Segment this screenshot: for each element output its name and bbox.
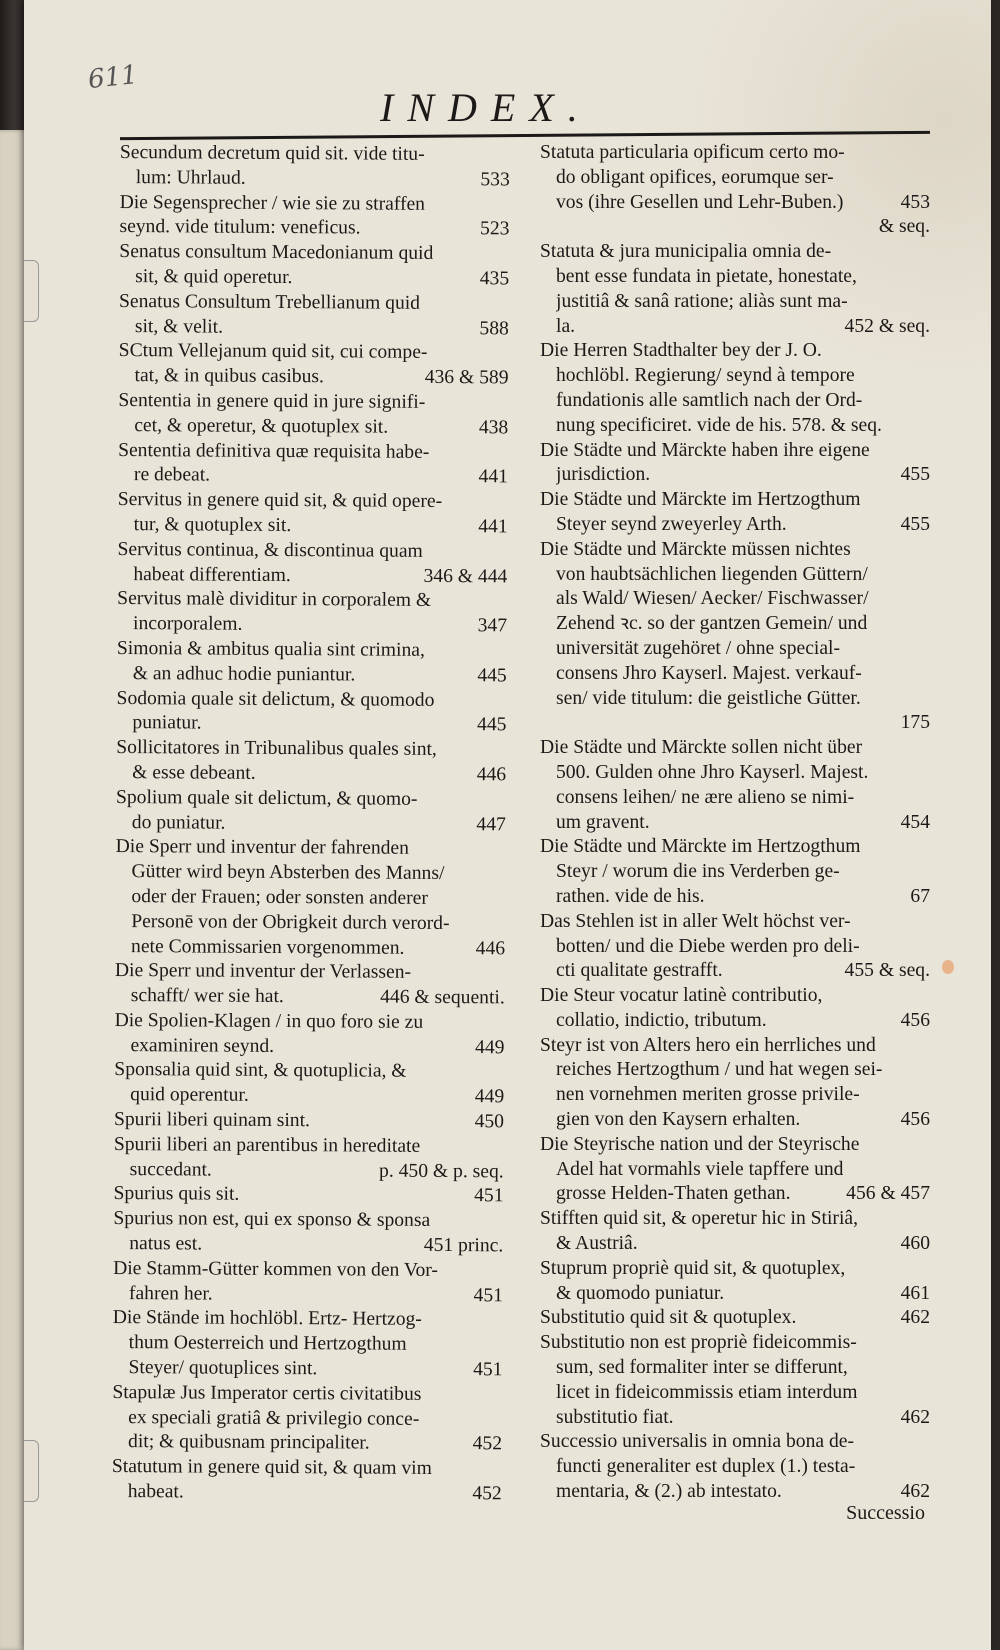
- page-reference: 451 princ.: [423, 1234, 504, 1257]
- page-reference: 446: [476, 764, 507, 786]
- index-text: justitiâ & sanâ ratione; aliàs sunt ma-: [556, 290, 848, 312]
- index-line: [112, 1356, 502, 1383]
- index-line: [540, 1158, 930, 1183]
- index-line: [113, 1182, 503, 1209]
- index-line: [540, 959, 930, 984]
- index-line: [540, 1108, 930, 1133]
- page-tab: [24, 260, 39, 322]
- page-reference: 456 & 457: [846, 1183, 930, 1205]
- index-line: [540, 364, 930, 389]
- index-text: Die Segensprecher / wie sie zu straffen: [119, 191, 426, 215]
- index-line: [540, 513, 930, 538]
- index-line: [540, 1133, 930, 1158]
- index-line: [114, 1034, 504, 1061]
- index-line: [116, 761, 506, 788]
- index-line: [540, 711, 930, 736]
- index-text: rathen. vide de his.: [556, 885, 705, 907]
- page-reference: 438: [478, 416, 509, 439]
- index-line: [115, 885, 505, 912]
- index-text: natus est.: [129, 1233, 203, 1255]
- index-text: schafft/ wer sie hat.: [130, 985, 284, 1008]
- page-reference: 462: [900, 1406, 930, 1428]
- index-text: Gütter wird beyn Absterben des Manns/: [131, 861, 445, 885]
- index-line: [540, 339, 930, 364]
- index-line: [112, 1381, 502, 1408]
- index-line: [540, 315, 930, 340]
- index-line: [540, 984, 930, 1009]
- index-line: [540, 1058, 930, 1083]
- index-line: [115, 959, 505, 986]
- index-text: Die Städte und Märckte sollen nicht über: [540, 737, 863, 759]
- index-text: Die Städte und Märckte müssen nichtes: [540, 538, 851, 560]
- index-text: cet, & operetur, & quotuplex sit.: [134, 414, 389, 438]
- index-line: [117, 637, 507, 664]
- index-text: habeat differentiam.: [133, 563, 291, 586]
- index-line: [540, 1232, 930, 1257]
- page-reference: 451: [473, 1284, 504, 1307]
- index-line: [120, 191, 510, 218]
- index-line: [112, 1455, 502, 1482]
- index-text: fundationis alle samtlich nach der Ord-: [556, 389, 863, 411]
- index-line: [540, 1406, 930, 1431]
- index-text: Substitutio quid sit & quotuplex.: [540, 1307, 797, 1329]
- index-text: sen/ vide titulum: die geistliche Gütter.: [556, 687, 861, 709]
- page-reference: 445: [477, 664, 507, 687]
- index-line: [540, 563, 930, 588]
- index-line: [540, 587, 930, 612]
- right-column: [540, 141, 930, 1505]
- index-line: [540, 1009, 930, 1034]
- index-line: [112, 1480, 502, 1507]
- index-line: [113, 1257, 503, 1284]
- index-text: consens Jhro Kayserl. Majest. verkauf-: [556, 662, 862, 684]
- index-text: Die Herren Stadthalter bey der J. O.: [540, 340, 822, 362]
- index-line: [540, 1034, 930, 1059]
- index-line: [115, 910, 505, 937]
- index-text: Successio universalis in omnia bona de-: [540, 1431, 854, 1453]
- index-text: Die Städte und Märckte im Hertzogthum: [540, 836, 861, 858]
- page-reference: 449: [475, 1036, 505, 1059]
- index-text: Spurii liberi quinam sint.: [113, 1109, 311, 1132]
- index-text: Personē von der Obrigkeit durch verord-: [131, 910, 450, 934]
- index-text: thum Oesterreich und Hertzogthum: [128, 1332, 407, 1356]
- index-line: [540, 1083, 930, 1108]
- page-reference: 455: [900, 464, 930, 486]
- page-reference: 346 & 444: [423, 565, 508, 587]
- index-line: [118, 364, 508, 391]
- index-text: seynd. vide titulum: veneficus.: [119, 216, 361, 239]
- index-line: [540, 935, 930, 960]
- page-reference: 441: [478, 516, 508, 538]
- index-line: [115, 934, 505, 961]
- index-text: habeat.: [127, 1481, 184, 1503]
- left-column: [112, 141, 510, 1507]
- index-text: sit, & velit.: [134, 315, 224, 338]
- index-text: jurisdiction.: [556, 464, 651, 486]
- index-line: [118, 488, 508, 515]
- index-text: Simonia & ambitus qualia sint crimina,: [116, 637, 425, 661]
- index-line: [116, 786, 506, 813]
- page-reference: 446 & sequenti.: [380, 986, 505, 1009]
- index-line: [113, 1306, 503, 1333]
- page-reference: 462: [900, 1307, 930, 1329]
- catchword: Successio: [846, 1502, 925, 1524]
- page-reference: 454: [900, 811, 930, 833]
- index-text: Steyr / worum die ins Verderben ge-: [556, 861, 840, 883]
- index-text: Senatus consultum Macedonianum quid: [119, 241, 434, 265]
- page-reference: 460: [900, 1233, 930, 1255]
- index-line: [540, 290, 930, 315]
- index-line: [540, 637, 930, 662]
- index-line: [118, 513, 508, 540]
- page-reference: 436 & 589: [424, 367, 509, 389]
- index-text: oder der Frauen; oder sonsten anderer: [131, 885, 428, 909]
- index-text: Die Städte und Märckte haben ihre eigene: [540, 439, 870, 461]
- index-text: licet in fideicommissis etiam interdum: [556, 1381, 858, 1403]
- index-text: Die Steur vocatur latinè contributio,: [540, 985, 823, 1007]
- index-text: grosse Helden-Thaten gethan.: [556, 1183, 791, 1205]
- index-text: gien von den Kaysern erhalten.: [556, 1109, 801, 1131]
- index-text: von haubtsächlichen liegenden Güttern/: [556, 563, 868, 585]
- index-line: [114, 1108, 504, 1135]
- index-text: nete Commissarien vorgenommen.: [131, 935, 405, 959]
- index-line: [116, 736, 506, 763]
- index-line: [118, 463, 508, 490]
- index-line: [540, 488, 930, 513]
- index-line: [117, 563, 507, 590]
- index-text: Statutum in genere quid sit, & quam vim: [111, 1456, 432, 1480]
- page-reference: 347: [477, 615, 508, 637]
- index-text: nung specificiret. vide de his. 578. & seq.: [556, 414, 882, 436]
- index-line: [118, 414, 508, 441]
- index-text: cti qualitate gestrafft.: [556, 960, 723, 982]
- index-text: Sententia in genere quid in jure signifi-: [118, 389, 426, 413]
- index-line: [540, 1182, 930, 1207]
- index-line: [119, 339, 509, 366]
- index-line: [117, 612, 507, 639]
- index-line: [114, 1158, 504, 1185]
- index-text: & esse debeant.: [132, 762, 256, 784]
- index-text: vos (ihre Gesellen und Lehr-Buben.): [556, 191, 844, 213]
- index-line: [540, 265, 930, 290]
- index-text: puniatur.: [132, 712, 202, 734]
- index-text: tat, & in quibus casibus.: [134, 365, 325, 388]
- index-text: succedant.: [129, 1158, 212, 1181]
- index-text: Die Stamm-Gütter kommen von den Vor-: [113, 1257, 439, 1281]
- index-text: do puniatur.: [131, 811, 226, 834]
- index-text: examiniren seynd.: [130, 1034, 275, 1057]
- index-line: [540, 687, 930, 712]
- index-text: Das Stehlen ist in aller Welt höchst ver-: [540, 910, 851, 932]
- index-text: botten/ und die Diebe werden pro deli-: [556, 935, 860, 957]
- index-text: tur, & quotuplex sit.: [133, 514, 292, 537]
- handwritten-annotation: 611: [86, 60, 140, 96]
- index-text: reiches Hertzogthum / und hat wegen sei-: [556, 1059, 883, 1081]
- index-line: [540, 215, 930, 240]
- index-text: incorporalem.: [132, 613, 243, 635]
- ink-stain: [942, 960, 954, 974]
- index-line: [540, 1207, 930, 1232]
- index-line: [119, 240, 509, 267]
- index-text: Spurii liberi an parentibus in hereditate: [113, 1133, 421, 1157]
- index-text: Spolium quale sit delictum, & quomo-: [115, 786, 418, 810]
- index-text: Spurius non est, qui ex sponso & sponsa: [113, 1208, 431, 1232]
- index-line: [540, 761, 930, 786]
- index-text: hochlöbl. Regierung/ seynd à tempore: [556, 365, 855, 387]
- index-line: [114, 1133, 504, 1160]
- index-line: [540, 439, 930, 464]
- index-text: Stifften quid sit, & operetur hic in Stiriâ,: [540, 1208, 858, 1230]
- index-line: [113, 1232, 503, 1259]
- index-text: Sollicitatores in Tribunalibus quales sint,: [116, 737, 437, 761]
- index-line: [540, 612, 930, 637]
- index-text: SCtum Vellejanum quid sit, cui compe-: [118, 340, 428, 364]
- index-line: [540, 835, 930, 860]
- index-line: [540, 191, 930, 216]
- page-reference: 450: [474, 1111, 505, 1133]
- index-text: Zehend ꝛc. so der gantzen Gemein/ und: [556, 613, 868, 635]
- index-text: Substitutio non est propriè fideicommis-: [540, 1332, 857, 1354]
- page-reference: 455 & seq.: [844, 960, 930, 982]
- index-line: [540, 1430, 930, 1455]
- index-text: & seq.: [878, 216, 930, 238]
- index-line: [540, 1381, 930, 1406]
- index-line: [540, 786, 930, 811]
- index-line: [115, 984, 505, 1011]
- index-line: [540, 811, 930, 836]
- index-line: [540, 538, 930, 563]
- index-line: [540, 885, 930, 910]
- index-text: sit, & quid operetur.: [135, 266, 293, 289]
- index-text: Sodomia quale sit delictum, & quomodo: [116, 687, 435, 711]
- index-text: Die Stände im hochlöbl. Ertz- Hertzog-: [112, 1307, 422, 1331]
- index-line: [540, 1356, 930, 1381]
- index-text: Stapulæ Jus Imperator certis civitatibus: [112, 1381, 422, 1405]
- index-line: [117, 662, 507, 689]
- page-tab: [24, 1440, 39, 1502]
- index-text: fahren her.: [128, 1282, 213, 1305]
- index-text: substitutio fiat.: [556, 1406, 674, 1428]
- index-text: Steyer seynd zweyerley Arth.: [556, 513, 787, 535]
- page-reference: 453: [900, 191, 930, 213]
- index-line: [117, 538, 507, 565]
- index-line: [540, 166, 930, 191]
- index-line: [540, 1455, 930, 1480]
- index-text: Spurius quis sit.: [113, 1183, 240, 1206]
- index-line: [540, 240, 930, 265]
- index-line: [540, 1331, 930, 1356]
- page-reference: 533: [480, 168, 510, 191]
- index-line: [116, 835, 506, 862]
- index-text: Die Sperr und inventur der fahrenden: [115, 836, 410, 860]
- index-text: universität zugehöret / ohne special-: [556, 637, 841, 659]
- index-line: [120, 141, 510, 168]
- page-reference: 435: [479, 268, 510, 290]
- index-line: [115, 1009, 505, 1036]
- index-line: [540, 463, 930, 488]
- page-reference: 452: [472, 1433, 503, 1455]
- index-text: Steyer/ quotuplices sint.: [128, 1357, 318, 1380]
- index-text: Statuta particularia opificum certo mo-: [540, 142, 845, 163]
- index-text: mentaria, & (2.) ab intestato.: [556, 1481, 782, 1503]
- page-reference: 461: [900, 1282, 930, 1304]
- index-text: nen vornehmen meriten grosse privile-: [556, 1084, 860, 1106]
- index-text: consens leihen/ ne ære alieno se nimi-: [556, 786, 855, 808]
- index-text: ex speciali gratiâ & privilegio conce-: [128, 1406, 420, 1430]
- index-line: [112, 1430, 502, 1457]
- page-reference: 462: [900, 1481, 930, 1503]
- index-line: [540, 910, 930, 935]
- index-line: [540, 389, 930, 414]
- page-title: INDEX.: [380, 85, 592, 130]
- page-reference: 523: [480, 218, 510, 240]
- page-reference: 456: [900, 1109, 930, 1131]
- index-text: Sententia definitiva quæ requisita habe-: [118, 439, 430, 463]
- index-line: [114, 1083, 504, 1110]
- index-line: [112, 1406, 502, 1433]
- index-text: Die Städte und Märckte im Hertzogthum: [540, 489, 861, 511]
- index-line: [116, 811, 506, 838]
- page-reference: 452 & seq.: [844, 315, 930, 337]
- page-reference: 451: [473, 1359, 503, 1381]
- index-text: Steyr ist von Alters hero ein herrliches und: [540, 1034, 876, 1056]
- index-line: [119, 290, 509, 317]
- index-line: [540, 1282, 930, 1307]
- index-text: Senatus Consultum Trebellianum quid: [118, 290, 421, 314]
- index-text: quid operentur.: [130, 1084, 249, 1107]
- index-text: & quomodo puniatur.: [556, 1282, 725, 1304]
- index-text: & an adhuc hodie puniantur.: [132, 662, 356, 686]
- page-reference: 447: [476, 813, 506, 835]
- index-line: [113, 1282, 503, 1309]
- index-text: do obligant opifices, eorumque ser-: [556, 166, 834, 188]
- index-line: [115, 860, 505, 887]
- page-reference: 67: [910, 885, 930, 907]
- index-text: functi generaliter est duplex (1.) testa-: [556, 1456, 856, 1478]
- page-reference: 451: [474, 1185, 504, 1207]
- page-reference: p. 450 & p. seq.: [379, 1160, 504, 1183]
- index-line: [120, 166, 510, 193]
- index-text: 500. Gulden ohne Jhro Kayserl. Majest.: [556, 761, 869, 783]
- index-text: la.: [556, 315, 576, 337]
- page-reference: 452: [472, 1483, 502, 1505]
- index-line: [119, 315, 509, 342]
- index-text: collatio, indictio, tributum.: [556, 1009, 767, 1031]
- index-text: Die Sperr und inventur der Verlassen-: [114, 960, 412, 984]
- index-text: als Wald/ Wiesen/ Aecker/ Fischwasser/: [556, 588, 869, 610]
- index-line: [540, 141, 930, 166]
- index-text: Servitus malè dividitur in corporalem &: [117, 588, 432, 612]
- index-text: dit; & quibusnam principaliter.: [127, 1431, 370, 1454]
- index-line: [540, 662, 930, 687]
- index-line: [540, 736, 930, 761]
- index-line: [540, 860, 930, 885]
- index-line: [116, 711, 506, 738]
- index-text: Die Steyrische nation und der Steyrische: [540, 1133, 860, 1155]
- index-line: [113, 1331, 503, 1358]
- index-line: [117, 587, 507, 614]
- page-reference: 588: [479, 317, 509, 339]
- index-line: [113, 1207, 503, 1234]
- index-text: bent esse fundata in pietate, honestate,: [556, 265, 857, 287]
- index-line: [114, 1058, 504, 1085]
- index-text: Die Spolien-Klagen / in quo foro sie zu: [114, 1009, 424, 1033]
- page-reference: 446: [475, 937, 506, 959]
- index-line: [540, 1306, 930, 1331]
- index-line: [540, 1257, 930, 1282]
- index-text: lum: Uhrlaud.: [135, 166, 246, 189]
- index-text: sum, sed formaliter inter se differunt,: [556, 1357, 848, 1379]
- page-reference: 449: [474, 1086, 505, 1108]
- page-reference: 455: [900, 513, 930, 535]
- index-text: & Austriâ.: [556, 1233, 638, 1255]
- index-text: Servitus continua, & discontinua quam: [117, 538, 423, 562]
- index-line: [119, 265, 509, 292]
- page-reference: 441: [478, 466, 509, 488]
- index-text: um gravent.: [556, 811, 650, 833]
- index-text: Secundum decretum quid sit. vide titu-: [119, 141, 425, 165]
- index-line: [117, 687, 507, 714]
- index-text: 175: [900, 712, 930, 734]
- index-line: [118, 439, 508, 466]
- index-line: [118, 389, 508, 416]
- index-text: Stuprum propriè quid sit, & quotuplex,: [540, 1257, 846, 1279]
- index-text: Adel hat vormahls viele tapffere und: [556, 1158, 844, 1180]
- page-reference: 445: [476, 714, 507, 736]
- index-line: [119, 215, 509, 242]
- page-reference: 456: [900, 1009, 930, 1031]
- index-line: [540, 414, 930, 439]
- index-text: Servitus in genere quid sit, & quid opere-: [117, 489, 443, 513]
- index-text: Sponsalia quid sint, & quotuplicia, &: [114, 1059, 407, 1083]
- index-text: re debeat.: [133, 464, 211, 486]
- index-text: Statuta & jura municipalia omnia de-: [540, 241, 832, 263]
